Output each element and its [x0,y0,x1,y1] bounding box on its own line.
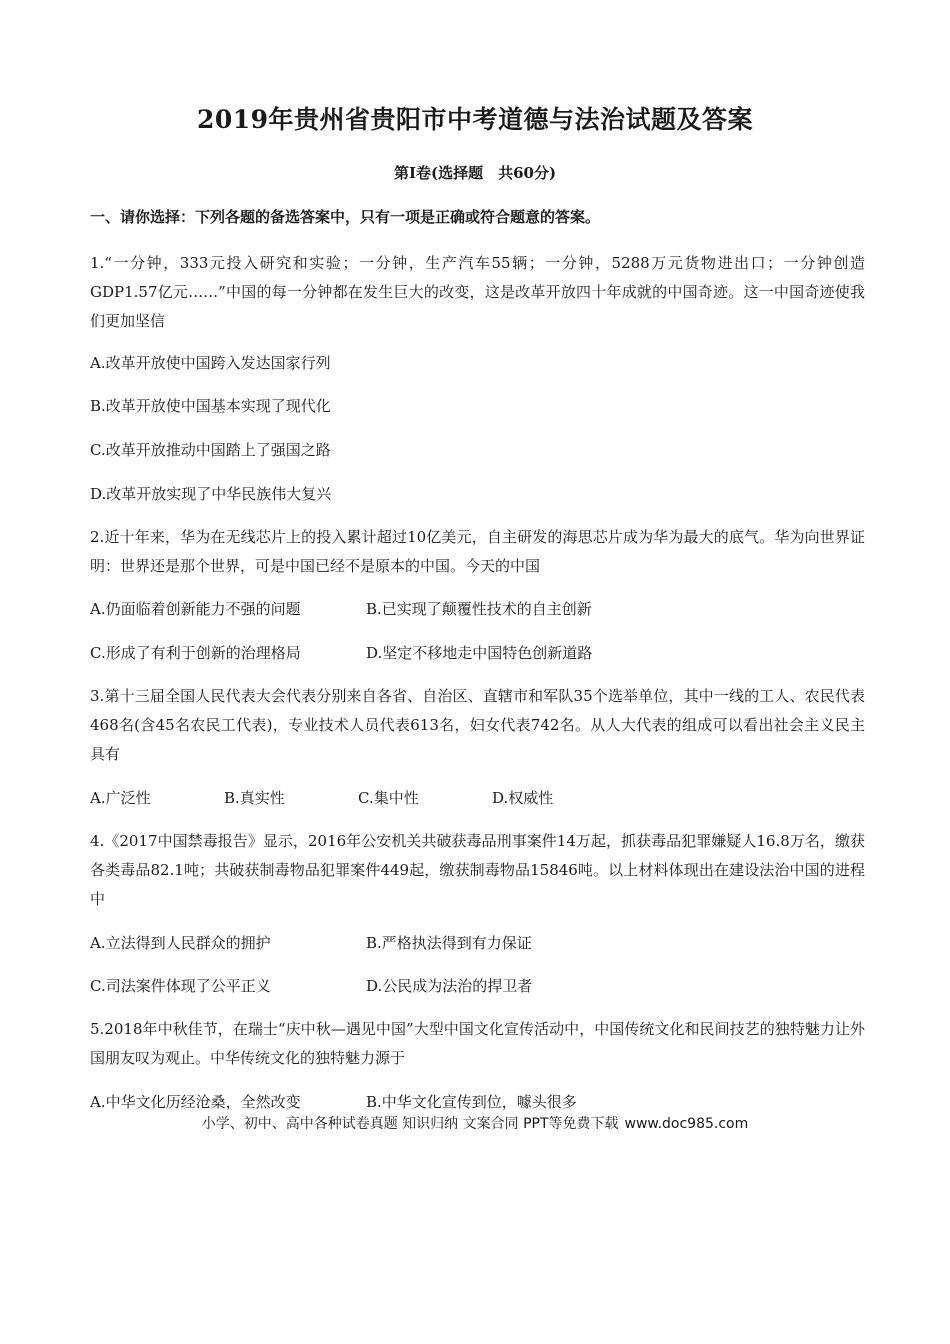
question-2-stem: 2.近十年来，华为在无线芯片上的投入累计超过10亿美元，自主研发的海思芯片成为华为最大的底气。华为向世界证明：世界还是那个世界，可是中国已经不是原本的中国。今天的中国 [90,528,865,575]
question-1-option-d: D.改革开放实现了中华民族伟大复兴 [90,485,332,503]
question-3-option-c: C.集中性 [358,789,419,807]
question-1-stem: 1.“一分钟，333元投入研究和实验；一分钟，生产汽车55辆；一分钟，5288万元货物进出口；一分钟创造GDP1.57亿元……”中国的每一分钟都在发生巨大的改变，这是改革开放四十年成就的中国奇迹。这一中国奇迹使我们更加坚信 [90,254,865,330]
question-4-option-b: B.严格执法得到有力保证 [366,934,532,952]
question-2-option-a: A.仍面临着创新能力不强的问题 [90,600,301,618]
question-3-stem: 3.第十三届全国人民代表大会代表分别来自各省、自治区、直辖市和军队35个选举单位，其中一线的工人、农民代表468名(含45名农民工代表)，专业技术人员代表613名，妇女代表742名。从人大代表的组成可以看出社会主义民主具有 [90,687,865,763]
question-4-stem: 4.《2017中国禁毒报告》显示，2016年公安机关共破获毒品刑事案件14万起，抓获毒品犯罪嫌疑人16.8万名，缴获各类毒品82.1吨；共破获制毒物品犯罪案件449起，缴获制毒物品15846吨。以上材料体现出在建设法治中国的进程中 [90,832,865,908]
question-5-option-a: A.中华文化历经沧桑，全然改变 [90,1093,301,1111]
footer-text: 小学、初中、高中各种试卷真题 知识归纳 文案合同 PPT等免费下载 [201,1116,619,1132]
question-5-option-b: B.中华文化宣传到位，噱头很多 [366,1093,577,1111]
question-1-option-a: A.改革开放使中国跨入发达国家行列 [90,354,331,372]
question-3-option-d: D.权威性 [492,789,554,807]
question-3-option-b: B.真实性 [224,789,285,807]
question-5-stem: 5.2018年中秋佳节，在瑞士“庆中秋—遇见中国”大型中国文化宣传活动中，中国传统文化和民间技艺的独特魅力让外国朋友叹为观止。中华传统文化的独特魅力源于 [90,1020,865,1067]
question-1-option-c: C.改革开放推动中国踏上了强国之路 [90,441,331,459]
section-subtitle: 第Ⅰ卷(选择题 共60分) [393,164,557,182]
page-footer [0,1113,950,1133]
question-2-option-b: B.已实现了颠覆性技术的自主创新 [366,600,592,618]
question-4-option-d: D.公民成为法治的捍卫者 [366,977,533,995]
document-title: 2019年贵州省贵阳市中考道德与法治试题及答案 [196,105,754,134]
footer-url-link[interactable]: www.doc985.com [624,1116,749,1132]
question-2-option-d: D.坚定不移地走中国特色创新道路 [366,644,593,662]
question-4-option-a: A.立法得到人民群众的拥护 [90,934,271,952]
question-3-option-a: A.广泛性 [90,789,151,807]
question-4-option-c: C.司法案件体现了公平正义 [90,977,271,995]
question-1-option-b: B.改革开放使中国基本实现了现代化 [90,397,331,415]
question-2-option-c: C.形成了有利于创新的治理格局 [90,644,301,662]
section-heading: 一、请你选择：下列各题的备选答案中，只有一项是正确或符合题意的答案。 [90,208,601,226]
